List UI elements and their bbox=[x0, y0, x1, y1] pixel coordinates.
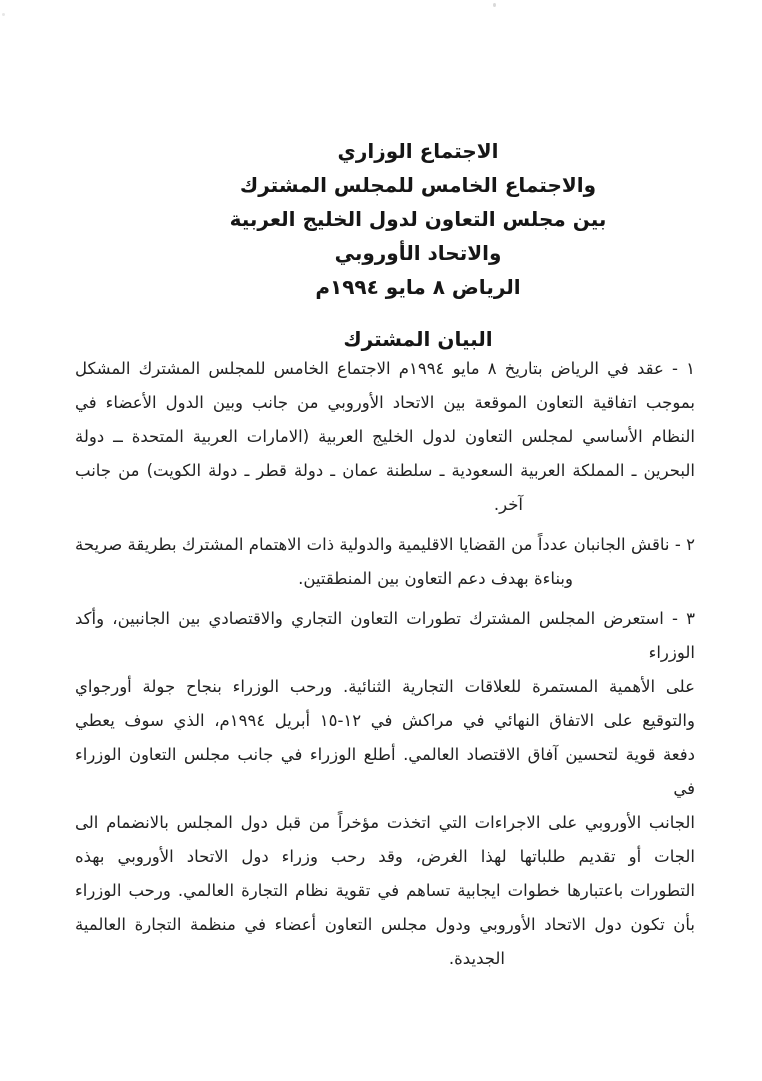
title-line-fifth-joint-council: والاجتماع الخامس للمجلس المشترك bbox=[239, 173, 597, 197]
statement-body bbox=[75, 352, 695, 982]
paragraph-1 bbox=[75, 352, 695, 522]
paragraph-1-line-1: عقد في الرياض بتاريخ ٨ مايو ١٩٩٤م الاجتماع الخامس للمجلس المشترك المشكل bbox=[75, 359, 664, 378]
scan-artifact bbox=[493, 3, 496, 7]
paragraph-3-line-7: التطورات باعتبارها خطوات ايجابية تساهم في تقوية نظام التجارة العالمي. ورحب الوزراء bbox=[75, 881, 695, 900]
paragraph-2-number: ٢ - bbox=[674, 535, 695, 554]
paragraph-1-line-3: النظام الأساسي لمجلس التعاون لدول الخليج العربية (الامارات العربية المتحدة ــ دولة bbox=[75, 427, 695, 446]
paragraph-3-line-9: الجديدة. bbox=[448, 949, 505, 968]
title-line-date-place: الرياض ٨ مايو ١٩٩٤م bbox=[315, 275, 521, 299]
paragraph-3-line-5: الجانب الأوروبي على الاجراءات التي اتخذت مؤخراً من قبل دول المجلس بالانضمام الى bbox=[75, 813, 695, 832]
paragraph-line bbox=[75, 528, 695, 562]
paragraph-1-line-2: بموجب اتفاقية التعاون الموقعة بين الاتحاد الأوروبي من جانب وبين الدول الأعضاء في bbox=[75, 393, 695, 412]
title-line-ministerial-meeting: الاجتماع الوزاري bbox=[337, 139, 499, 163]
scan-artifact bbox=[2, 13, 5, 16]
paragraph-3-line-2: على الأهمية المستمرة للعلاقات التجارية الثنائية. ورحب الوزراء بنجاح جولة أورجواي bbox=[75, 677, 695, 696]
title-line-eu: والاتحاد الأوروبي bbox=[334, 241, 502, 265]
paragraph-3-line-8: بأن تكون دول الاتحاد الأوروبي ودول مجلس التعاون أعضاء في منظمة التجارة العالمية bbox=[75, 915, 695, 934]
paragraph-3-line-3: والتوقيع على الاتفاق النهائي في مراكش في ١٢-١٥ أبريل ١٩٩٤م، الذي سوف يعطي bbox=[75, 711, 695, 730]
paragraph-2 bbox=[75, 528, 695, 596]
paragraph-3-line-4: دفعة قوية لتحسين آفاق الاقتصاد العالمي. أطلع الوزراء في جانب مجلس التعاون الوزراء في bbox=[75, 745, 695, 798]
joint-statement-heading: البيان المشترك bbox=[343, 327, 493, 351]
paragraph-3-line-1: استعرض المجلس المشترك تطورات التعاون التجاري والاقتصادي بين الجانبين، وأكد الوزراء bbox=[75, 609, 695, 662]
title-block bbox=[108, 134, 728, 304]
paragraph-line bbox=[75, 602, 695, 670]
paragraph-2-line-2: وبناءة بهدف دعم التعاون بين المنطقتين. bbox=[298, 569, 573, 588]
paragraph-3-line-6: الجات أو تقديم طلباتها لهذا الغرض، وقد رحب وزراء دول الاتحاد الأوروبي بهذه bbox=[75, 847, 695, 866]
paragraph-2-line-1: ناقش الجانبان عدداً من القضايا الاقليمية والدولية ذات الاهتمام المشترك بطريقة صريحة bbox=[75, 535, 670, 554]
paragraph-1-line-5: آخر. bbox=[493, 495, 523, 514]
paragraph-3-number: ٣ - bbox=[671, 609, 695, 628]
paragraph-1-number: ١ - bbox=[672, 359, 696, 378]
title-line-gcc: بين مجلس التعاون لدول الخليج العربية bbox=[229, 207, 607, 231]
paragraph-1-line-4: البحرين ـ المملكة العربية السعودية ـ سلطنة عمان ـ دولة قطر ـ دولة الكويت) من جانب bbox=[75, 461, 695, 480]
paragraph-3 bbox=[75, 602, 695, 976]
paragraph-line bbox=[75, 352, 695, 386]
